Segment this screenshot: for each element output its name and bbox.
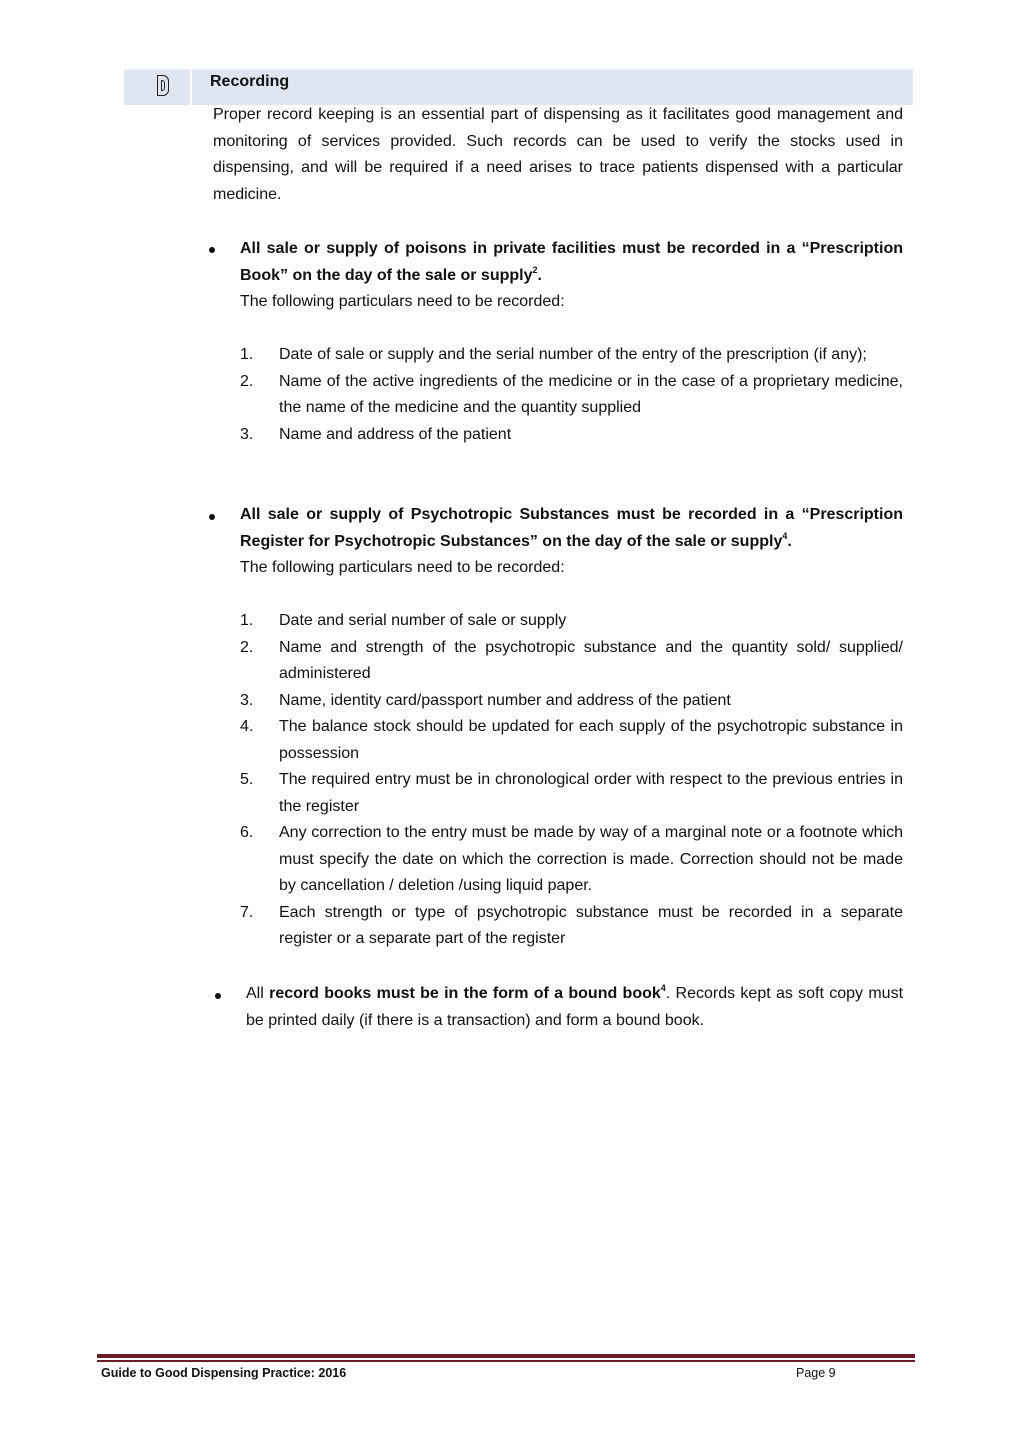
section-heading: Recording xyxy=(210,73,290,90)
header-separator xyxy=(190,70,192,105)
list-item-text: Date of sale or supply and the serial number of the entry of the prescription (if any); xyxy=(279,346,867,363)
footer-rule-thin xyxy=(97,1360,915,1362)
list-item-text: Name and address of the patient xyxy=(279,425,512,443)
bullet-poisons xyxy=(209,247,215,253)
bullet-psychotropic xyxy=(209,514,215,520)
list-item xyxy=(240,369,903,422)
list-item xyxy=(240,900,903,953)
list-item-number: 2. xyxy=(240,372,254,390)
list-item xyxy=(240,714,903,767)
list-item xyxy=(240,342,903,369)
list-item xyxy=(240,820,903,900)
list-item-number: 1. xyxy=(240,612,254,629)
list-item-number: 7. xyxy=(240,903,254,921)
psychotropic-block xyxy=(240,502,903,953)
list-item-text: The balance stock should be updated for each supply of the psychotropic substance in possession xyxy=(279,718,903,762)
list-item-text: Name of the active ingredients of the medicine or in the case of a proprietary medicine, the name of the medicine and the quantity supplied xyxy=(279,372,903,416)
psychotropic-lead: The following particulars need to be recorded: xyxy=(240,559,565,576)
list-item-text: Date and serial number of sale or supply xyxy=(279,612,567,629)
list-item xyxy=(240,767,903,820)
bound-book-paragraph: All record books must be in the form of a bound book$^4$. Records kept as soft copy must be printed daily (if there is a transaction) and form a bound book. xyxy=(246,983,904,1029)
list-item-text: Name and strength of the psychotropic substance and the quantity sold/ supplied/ administered xyxy=(279,638,903,682)
footer-title: Guide to Good Dispensing Practice: 2016 xyxy=(101,1366,347,1380)
psychotropic-statement: All sale or supply of Psychotropic Substances must be recorded in a “Prescription Register for Psychotropic Substances” on the day of the sale or supply$^4$. xyxy=(240,506,903,550)
psychotropic-list xyxy=(240,608,903,953)
page-number: Page 9 xyxy=(796,1366,836,1380)
poisons-block xyxy=(240,236,903,448)
list-item-number: 3. xyxy=(240,425,254,443)
list-item xyxy=(240,608,903,635)
list-item xyxy=(240,635,903,688)
list-item xyxy=(240,422,903,449)
list-item-text: Each strength or type of psychotropic substance must be recorded in a separate register or a separate part of the register xyxy=(279,903,903,947)
list-item xyxy=(240,688,903,715)
footer-rule xyxy=(97,1354,915,1358)
list-item-number: 6. xyxy=(240,824,254,841)
list-item-text: The required entry must be in chronological order with respect to the previous entries in the register xyxy=(279,771,903,815)
intro-paragraph: Proper record keeping is an essential part of dispensing as it facilitates good management and monitoring of services provided. Such records can be used to verify the stocks used in dispensing, and will be required if a need arises to trace patients dispensed with a particular medicine. xyxy=(213,106,903,203)
list-item-text: Name, identity card/passport number and address of the patient xyxy=(279,691,731,709)
list-item-number: 1. xyxy=(240,346,254,363)
bullet-bound-book xyxy=(215,993,221,999)
list-item-number: 3. xyxy=(240,691,254,709)
poisons-lead: The following particulars need to be recorded: xyxy=(240,293,565,310)
list-item-number: 2. xyxy=(240,638,254,656)
poisons-statement: All sale or supply of poisons in private facilities must be recorded in a “Prescription Book” on the day of the sale or supply$^2$. xyxy=(240,240,903,284)
section-d-icon xyxy=(157,75,169,96)
list-item-number: 4. xyxy=(240,718,254,735)
list-item-number: 5. xyxy=(240,771,254,788)
list-item-text: Any correction to the entry must be made by way of a marginal note or a footnote which must specify the date on which the correction is made. Correction should not be made by cancellation / deletion /using liquid paper. xyxy=(279,824,903,894)
poisons-list xyxy=(240,342,903,448)
